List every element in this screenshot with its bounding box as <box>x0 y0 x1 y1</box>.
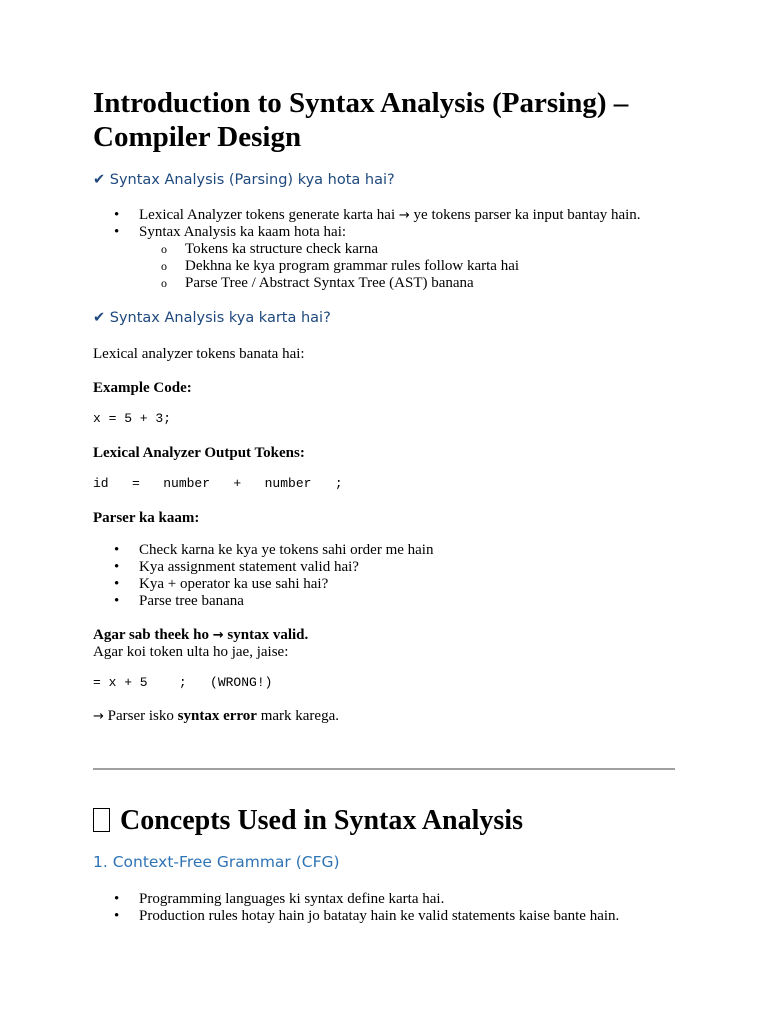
cfg-heading: 1. Context-Free Grammar (CFG) <box>93 853 340 871</box>
sub-list-item: o Parse Tree / Abstract Syntax Tree (AST) banana <box>139 275 641 292</box>
list-item: • Kya + operator ka use sahi hai? <box>93 576 433 593</box>
error-emphasis: syntax error <box>177 708 257 724</box>
section2-intro: Lexical analyzer tokens banata hai: <box>93 346 305 362</box>
list-item: • Parse tree banana <box>93 593 433 610</box>
list-item <box>93 224 641 292</box>
arrow-icon: → <box>212 628 224 643</box>
list-item <box>93 207 641 224</box>
sub-list-item: o Tokens ka structure check karna <box>139 241 641 258</box>
list-item-text: ye tokens parser ka input bantay hain. <box>409 207 641 223</box>
sub-list <box>139 241 641 292</box>
example-label: Example Code: <box>93 380 192 396</box>
check-icon: ✔ <box>93 172 106 188</box>
page-title: Introduction to Syntax Analysis (Parsing) – Compiler Design <box>93 87 629 153</box>
check-icon: ✔ <box>93 310 106 326</box>
list-item: • Check karna ke kya ye tokens sahi order me hain <box>93 542 433 559</box>
section2-heading-text: Syntax Analysis kya karta hai? <box>109 310 331 326</box>
tokens-label: Lexical Analyzer Output Tokens: <box>93 445 305 461</box>
section1-heading <box>93 171 395 189</box>
example-code: x = 5 + 3; <box>93 411 172 426</box>
list-item: • Programming languages ki syntax define karta hai. <box>93 891 619 908</box>
section3-heading <box>93 804 523 838</box>
wrong-code: = x + 5 ; (WRONG!) <box>93 675 273 690</box>
parser-label: Parser ka kaam: <box>93 510 200 526</box>
arrow-icon: → <box>93 709 104 724</box>
section3-heading-text: Concepts Used in Syntax Analysis <box>120 805 523 836</box>
valid-text: Agar sab theek ho <box>93 627 213 643</box>
error-text: Parser isko <box>103 708 178 724</box>
horizontal-divider <box>93 768 675 770</box>
missing-glyph-icon <box>93 808 110 832</box>
valid-text: syntax valid. <box>223 627 309 643</box>
list-item: • Kya assignment statement valid hai? <box>93 559 433 576</box>
error-text: mark karega. <box>256 708 339 724</box>
arrow-icon: → <box>398 208 410 223</box>
error-line <box>93 707 339 726</box>
wrong-intro: Agar koi token ulta ho jae, jaise: <box>93 644 289 660</box>
list-item: • Production rules hotay hain jo batatay hain ke valid statements kaise bante hain. <box>93 908 619 925</box>
section1-list <box>93 207 641 292</box>
sub-list-item: o Dekhna ke kya program grammar rules follow karta hai <box>139 258 641 275</box>
tokens-code: id = number + number ; <box>93 476 343 491</box>
list-item-text: Syntax Analysis ka kaam hota hai: <box>139 224 347 240</box>
parser-list <box>93 542 433 610</box>
cfg-list <box>93 891 619 925</box>
section1-heading-text: Syntax Analysis (Parsing) kya hota hai? <box>109 172 395 188</box>
section2-heading <box>93 309 331 327</box>
list-item-text: Lexical Analyzer tokens generate karta hai <box>139 207 399 223</box>
